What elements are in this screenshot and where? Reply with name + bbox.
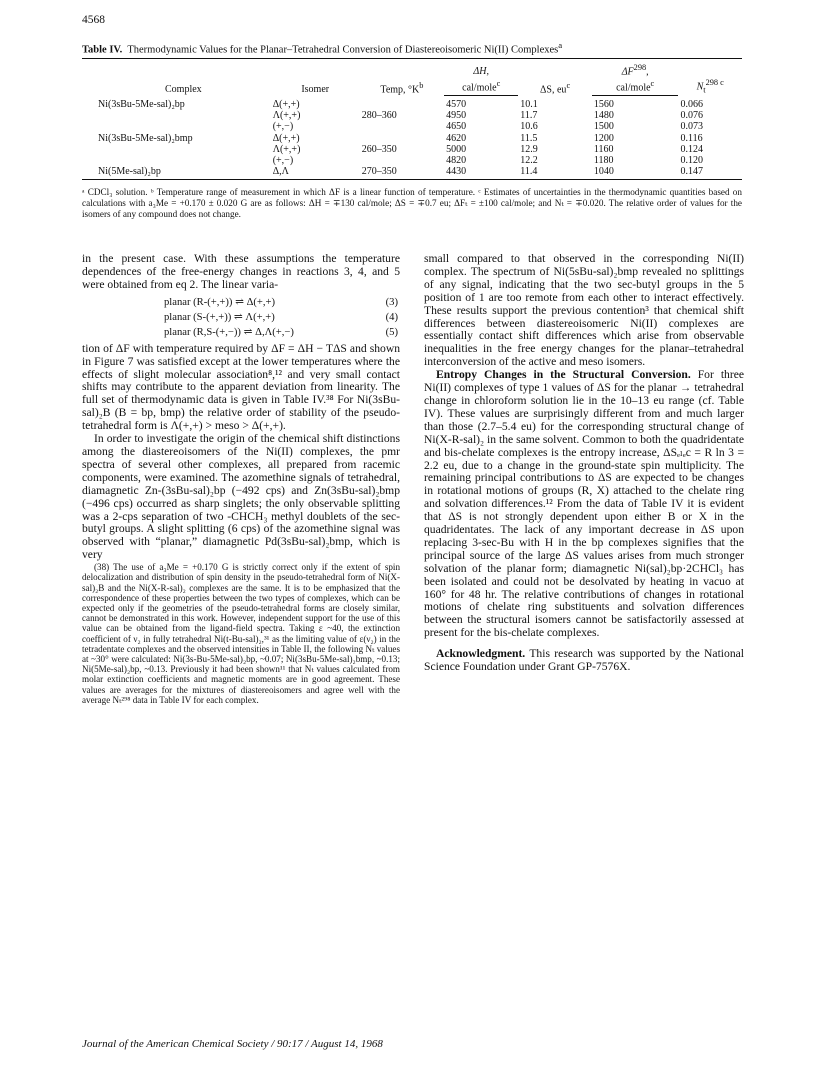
journal-footer: Journal of the American Chemical Society / 90:17 / August 14, 1968 xyxy=(82,1038,383,1050)
ack-heading: Acknowledgment. xyxy=(436,647,526,661)
table-caption xyxy=(82,40,742,56)
table-row: (+,−) 4820 12.2 1180 0.120 xyxy=(272,155,703,167)
page-number: 4568 xyxy=(82,14,105,26)
right-paragraph-2 xyxy=(424,369,744,640)
header-complex: Complex xyxy=(82,59,271,96)
left-paragraph-1: in the present case. With these assumptions the temperature dependences of the free-energy changes in reactions 3, 4, and 5 were obtained from eq 2. The linear varia- xyxy=(82,252,400,291)
equation-3: planar (R-(+,+)) ⇌ Δ(+,+) (3) xyxy=(164,296,398,308)
header-dh-2: cal/mole$^c$ xyxy=(444,78,518,96)
table-row: Λ(+,+) 280–360 4950 11.7 1480 0.076 xyxy=(272,110,703,122)
left-paragraph-2: tion of ΔF with temperature required by ΔF = ΔH − TΔS and shown in Figure 7 was satisfied except at the lower temperatures where the effects of slight molecular association⁸,¹² and very small contact shifts may contribute to the apparent deviation from linearity. The full set of thermodynamic data is given in Table IV.³⁸ For Ni(3sBu-sal)₂B (B = bp, bmp) the relative order of stability of the pseudo-tetrahedral form is Λ(+,+) > meso > Δ(+,+). xyxy=(82,341,400,433)
table-row: Ni(3sBu-5Me-sal)₂bp Δ(+,+) 4570 10.1 1560 0.066 xyxy=(98,98,703,111)
table-label: Table IV. xyxy=(82,44,123,56)
table-footnotes: ᵃ CDCl₃ solution. ᵇ Temperature range of measurement in which ΔF is a linear function of temperature. ᶜ Estimates of uncertainties in the thermodynamic quantities based on calculations with a₃Me = +0.170 ± 0.020 G are as follows: ΔH = ∓130 cal/mole; ΔS = ∓0.7 eu; ΔFₜ = ±100 cal/mole; and Nₜ = ∓0.020. The relative order of values for the isomers of any compound does not change. xyxy=(82,187,742,219)
header-dh-1: ΔH, xyxy=(444,59,518,78)
section-heading: Entropy Changes in the Structural Conversion. xyxy=(436,368,691,382)
left-column xyxy=(82,253,400,705)
footnote-38: (38) The use of a₃Me = +0.170 G is strictly correct only if the extent of spin delocalization and distribution of spin density in the pseudo-tetrahedral form of Ni(X-sal)₂B and the Ni(X-R-sal)₂ complexes are the same. It is to be emphasized that the correspondence of these properties between the two types of complexes, which can be expected only if the geometries of the pseudo-tetrahedral forms are closely similar, cannot be demonstrated in this work. However, independent support for the use of this value can be obtained from the ligand-field spectra. Taking ε ~40, the extinction coefficient of ν₂ in fully tetrahedral Ni(t-Bu-sal)₂,³¹ as the limiting value of ε(ν₂) in the tetradentate complexes and the observed intensities in Table II, the following Nₜ values at ~30° were calculated: Ni(3s-Bu-5Me-sal)₂bp, ~0.07; Ni(3sBu-5Me-sal)₂bmp, ~0.13; Ni(5Me-sal)₂bp, ~0.13. Previously it had been shown¹¹ that Nₜ values calculated from molar extinction coefficients and magnetic moments are in good agreement. These values are averages for the mixtures of diastereoisomers and agree well with the average Nₜ²⁹⁸ data in Table IV for each complex. xyxy=(82,562,400,705)
header-nt: $N_t^{298 c}$ xyxy=(678,59,742,96)
table-title: Thermodynamic Values for the Planar–Tetrahedral Conversion of Diastereoisomeric Ni(II) Complexes xyxy=(127,44,559,56)
acknowledgment xyxy=(424,648,744,674)
left-paragraph-3: In order to investigate the origin of the chemical shift distinctions among the diastereoisomers of the Ni(II) complexes, the pmr spectra of several other complexes, all prepared from racemic components, were examined. The azomethine signals of tetrahedral, diamagnetic Zn-(3sBu-sal)₂bp (−492 cps) and Zn(3sBu-sal)₂bmp (−496 cps) occurred as sharp singlets; the only observable splitting was a 2-cps separation of two -CHCH₃ methyl doublets of the sec-butyl groups. A slight splitting (6 cps) of the azomethine signal was observed with “planar,” diamagnetic Pd(3sBu-sal)₂bmp, which is very xyxy=(82,432,400,562)
header-temp: Temp, $^\circ K^b$ xyxy=(360,59,444,96)
thermodynamic-table xyxy=(82,58,742,180)
equation-4: planar (S-(+,+)) ⇌ Λ(+,+) (4) xyxy=(164,311,398,323)
ack-text: This research was supported by the National Science Foundation under Grant GP-7576X. xyxy=(424,647,744,674)
header-df-1: ΔF$^{298}$, xyxy=(592,59,679,78)
table-title-sup: a xyxy=(558,40,563,50)
header-df-2: cal/mole$^c$ xyxy=(592,78,679,96)
equation-5: planar (R,S-(+,−)) ⇌ Δ,Λ(+,−) (5) xyxy=(164,326,398,338)
right-paragraph-1: small compared to that observed in the corresponding Ni(II) complex. The spectrum of Ni(5sBu-sal)₂bmp revealed no splittings of any signal, indicating that the two sec-butyl groups in the 5 position of 1 are too remote from each other to interact effectively. These results support the previous contention³ that chemical shift differences between diastereoisomeric Ni(II) complexes are essentially contact shift differences which arise from observable inequalities in the free energy changes for the planar–tetrahedral interconversion of the active and meso isomers. xyxy=(424,252,744,369)
right-column xyxy=(424,253,744,674)
header-ds: ΔS, $eu^c$ xyxy=(518,59,592,96)
table-row: Ni(5Me-sal)₂bp Δ,Λ 270–350 4430 11.4 1040 0.147 xyxy=(82,166,742,180)
table-row: Λ(+,+) 260–350 5000 12.9 1160 0.124 xyxy=(272,143,703,155)
header-isomer: Isomer xyxy=(271,59,360,96)
table-row: (+,−) 4650 10.6 1500 0.073 xyxy=(272,121,703,133)
equation-block xyxy=(82,295,400,340)
table-row: Ni(3sBu-5Me-sal)₂bmp Δ(+,+) 4620 11.5 1200 0.116 xyxy=(98,132,703,144)
entropy-text: For three Ni(II) complexes of type 1 values of ΔS for the planar → tetrahedral change in chloroform solution lie in the 10–13 eu range (cf. Table IV). These values are surprisingly different from and much larger than those (2.7–5.4 eu) for the corresponding structural change of Ni(X-R-sal)₂ in the same solvent. Common to both the quadridentate and bis-chelate complexes is the entropy increase, ΔSₑₗₑc = R ln 3 = 2.2 eu, due to a change in the ground-state spin multiplicity. The remaining principal contributions to ΔS are expected to be changes in rotational motions of groups (R, X) attached to the chelate ring and solvation differences.¹² From the data of Table IV it is evident that ΔS is not strongly dependent upon either B or X in the quadridentates. The lack of any important decrease in ΔS upon replacing 3-sec-Bu with H in the bp complexes signifies that the principal source of the large ΔS values arises from much stronger solvation of the planar form; diamagnetic Ni(sal)₂bp·2CHCl₃ has been isolated and could not be desolvated by heating in vacuo at 160° for 48 hr. The relative contributions of changes in rotational motions of chelate ring substituents and solvation differences between the structural isomers cannot be satisfactorily assessed at present for the bis-chelate complexes. xyxy=(424,368,744,640)
